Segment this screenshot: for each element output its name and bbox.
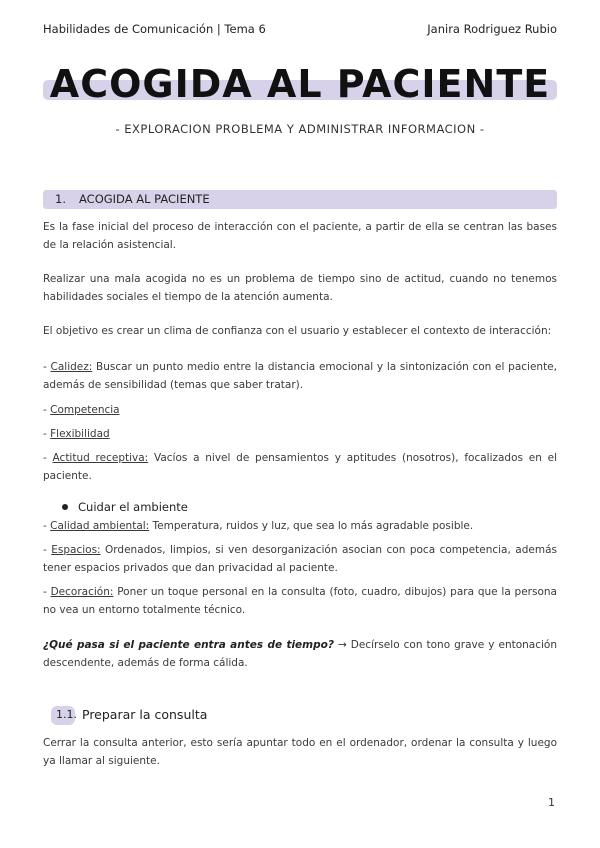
item-term: Calidad ambiental: [50, 520, 150, 532]
bullet-heading-text: Cuidar el ambiente [78, 500, 188, 514]
list-item: - Calidez: Buscar un punto medio entre la distancia emocional y la sintonización con el paciente, además de sensibilidad (temas que saber tratar). [43, 361, 557, 391]
answer-text: → Decírselo con tono grave y entonación descendente, además de forma cálida. [43, 639, 557, 669]
item-term: Actitud receptiva: [52, 452, 149, 464]
list-item: - Actitud receptiva: Vacíos a nivel de pensamientos y aptitudes (nosotros), focalizados en el paciente. [43, 452, 557, 482]
page-subtitle: - EXPLORACION PROBLEMA Y ADMINISTRAR INFORMACION - [115, 122, 485, 136]
item-term: Calidez: [50, 361, 93, 373]
item-text: Temperatura, ruidos y luz, que sea lo más agradable posible. [149, 520, 474, 532]
section-title: ACOGIDA AL PACIENTE [79, 192, 210, 206]
question-paragraph [43, 636, 557, 672]
list-item: - Decoración: Poner un toque personal en la consulta (foto, cuadro, dibujos) para que la persona no vea un entorno totalmente técnico. [43, 586, 557, 616]
question-text: ¿Qué pasa si el paciente entra antes de tiempo? [43, 639, 334, 651]
paragraph-objective: El objetivo es crear un clima de confianza con el usuario y establecer el contexto de interacción: [43, 325, 552, 337]
item-text: Buscar un punto medio entre la distancia emocional y la sintonización con el paciente, además de sensibilidad (temas que saber tratar). [43, 361, 557, 391]
header-author: Janira Rodriguez Rubio [427, 22, 557, 36]
paragraph-attitude: Realizar una mala acogida no es un problema de tiempo sino de actitud, cuando no tenemos habilidades sociales el tiempo de la atención aumenta. [43, 273, 557, 303]
item-term: Decoración: [50, 586, 114, 598]
item-term: Competencia [50, 404, 120, 416]
subsection-number: 1.1. [56, 708, 77, 721]
item-text: Vacíos a nivel de pensamientos y aptitudes (nosotros), focalizados en el paciente. [43, 452, 557, 482]
list-item: - Flexibilidad [43, 428, 110, 440]
list-item: - Calidad ambiental: Temperatura, ruidos y luz, que sea lo más agradable posible. [43, 520, 474, 532]
list-item: - Espacios: Ordenados, limpios, si ven desorganización asocian con poca competencia, además tener espacios privados que dan privacidad al paciente. [43, 544, 557, 574]
subsection-title: Preparar la consulta [82, 707, 208, 722]
page-number: 1 [548, 796, 555, 809]
page-title: ACOGIDA AL PACIENTE [49, 62, 551, 106]
bullet-heading [62, 500, 188, 514]
item-term: Flexibilidad [50, 428, 110, 440]
paragraph-prepare: Cerrar la consulta anterior, esto sería apuntar todo en el ordenador, ordenar la consulta y luego ya llamar al siguiente. [43, 737, 557, 767]
paragraph-intro: Es la fase inicial del proceso de interacción con el paciente, a partir de ella se centran las bases de la relación asistencial. [43, 221, 557, 251]
item-text: Poner un toque personal en la consulta (foto, cuadro, dibujos) para que la persona no vea un entorno totalmente técnico. [43, 586, 557, 616]
section-heading [55, 192, 210, 206]
section-number: 1. [55, 192, 66, 206]
item-text: Ordenados, limpios, si ven desorganización asocian con poca competencia, además tener espacios privados que dan privacidad al paciente. [43, 544, 557, 574]
item-term: Espacios: [51, 544, 101, 556]
header-subject: Habilidades de Comunicación | Tema 6 [43, 22, 266, 36]
bullet-icon [62, 504, 68, 510]
list-item: - Competencia [43, 404, 120, 416]
